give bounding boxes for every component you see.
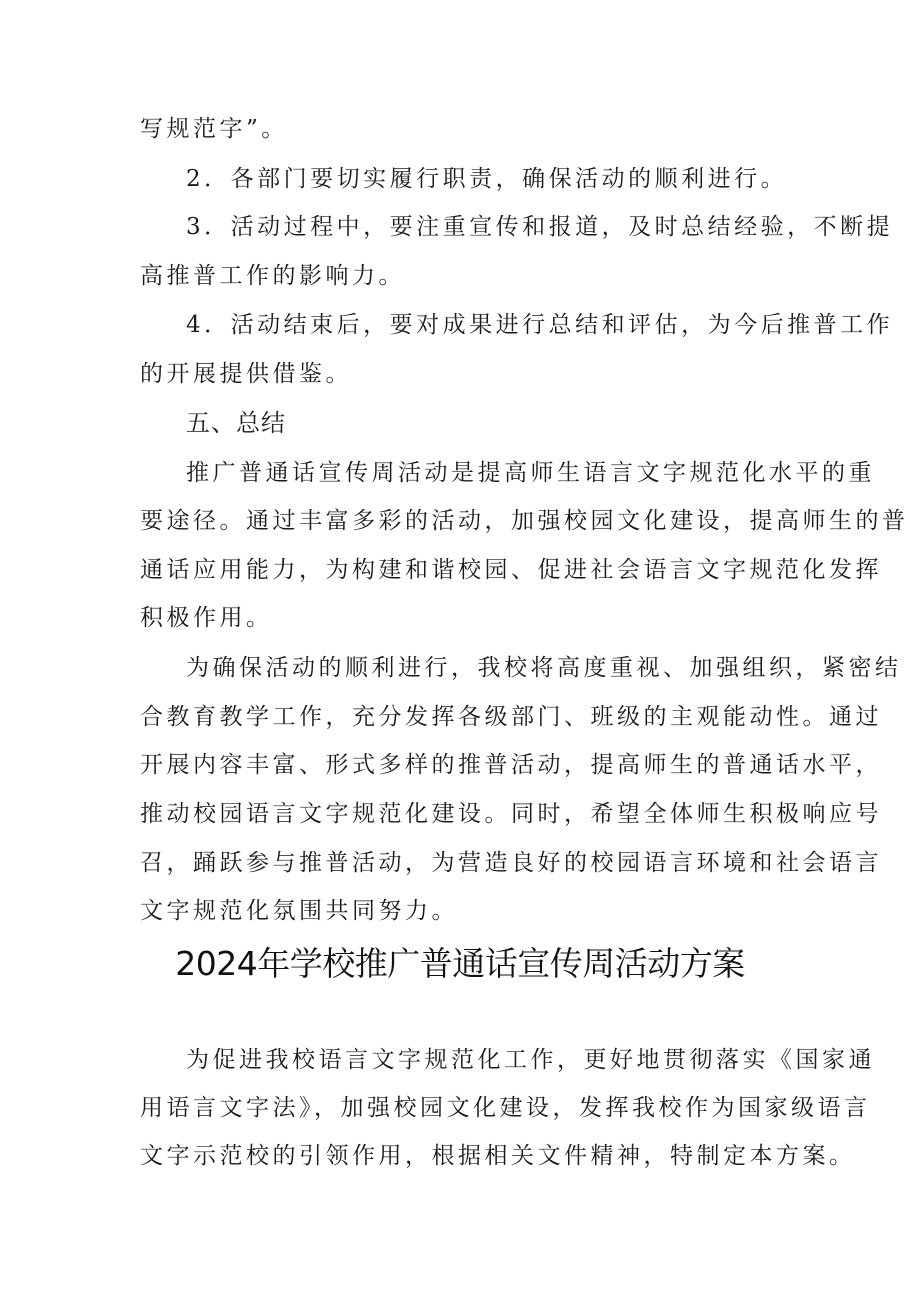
paragraph-line: 积极作用。 [140,605,273,631]
paragraph-line: 为促进我校语言文字规范化工作，更好地贯彻落实《国家通 [186,1047,875,1073]
paragraph-line: 推广普通话宣传周活动是提高师生语言文字规范化水平的重 [186,460,875,486]
text-line: 高推普工作的影响力。 [140,263,405,289]
paragraph-line: 要途径。通过丰富多彩的活动，加强校园文化建设，提高师生的普 [140,508,909,534]
document-title: 2024年学校推广普通话宣传周活动方案 [175,944,745,983]
text-line: 写规范字”。 [140,116,288,142]
list-item-2: 2．各部门要切实履行职责，确保活动的顺利进行。 [186,166,788,192]
list-item-3: 3．活动过程中，要注重宣传和报道，及时总结经验，不断提 [186,214,894,240]
list-item-4: 4．活动结束后，要对成果进行总结和评估，为今后推普工作 [186,312,894,338]
paragraph-line: 文字规范化氛围共同努力。 [140,898,458,924]
paragraph-line: 为确保活动的顺利进行，我校将高度重视、加强组织，紧密结 [186,655,902,681]
section-heading: 五、总结 [186,409,286,437]
paragraph-line: 推动校园语言文字规范化建设。同时，希望全体师生积极响应号 [140,801,882,827]
paragraph-line: 召，踊跃参与推普活动，为营造良好的校园语言环境和社会语言 [140,850,882,876]
text-line: 的开展提供借鉴。 [140,361,352,387]
paragraph-line: 合教育教学工作，充分发挥各级部门、班级的主观能动性。通过 [140,704,882,730]
paragraph-line: 文字示范校的引领作用，根据相关文件精神，特制定本方案。 [140,1143,856,1169]
paragraph-line: 用语言文字法》，加强校园文化建设，发挥我校作为国家级语言 [140,1095,871,1121]
paragraph-line: 通话应用能力，为构建和谐校园、促进社会语言文字规范化发挥 [140,557,882,583]
paragraph-line: 开展内容丰富、形式多样的推普活动，提高师生的普通话水平， [140,752,882,778]
